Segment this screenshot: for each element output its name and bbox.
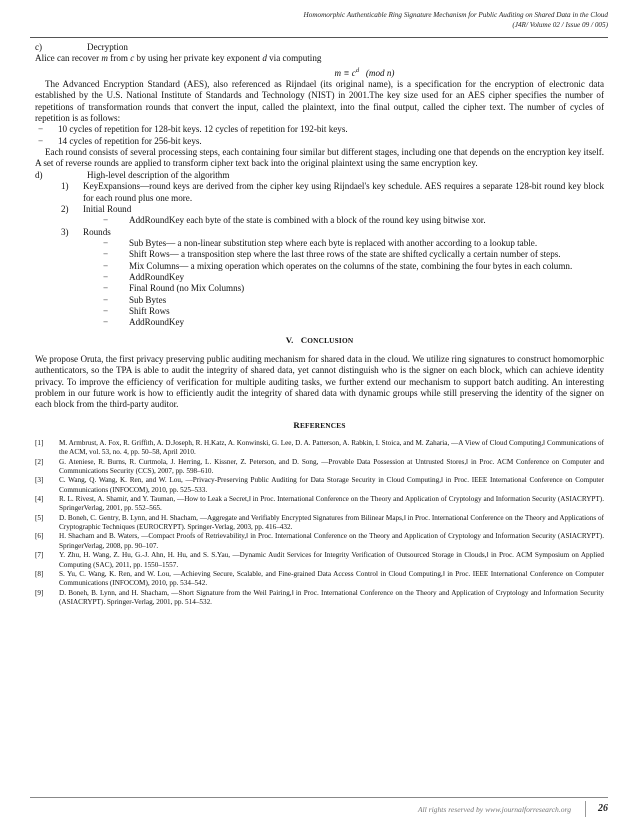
section-letter: d) (35, 169, 43, 180)
list-item: − Mix Columns— a mixing operation which operates on the columns of the state, combining the four bytes in each column. (103, 260, 573, 271)
intro-text: by using her private key exponent (134, 53, 263, 64)
running-header (30, 10, 608, 30)
reference-item: [4] R. L. Rivest, A. Shamir, and Y. Tauman, ―How to Leak a Secret,‖ in Proc. International Conference on the Theory and Application of Cryptology and Information Security (ASIACRYPT). SpringerVerlag, 2001, pp. 552–565. (35, 495, 604, 513)
decryption-intro (35, 53, 604, 64)
intro-text: via computing (266, 53, 322, 64)
header-rule (30, 37, 608, 38)
reference-item: [9] D. Boneh, B. Lynn, and H. Shacham, ―Short Signature from the Weil Pairing,‖ in Proc. International Conference on the Theory and Application of Cryptology and Information Security (ASIACRYPT). Springer-Verlag, 2001, pp. 514–532. (35, 588, 604, 606)
list-item: − 14 cycles of repetition for 256-bit keys. (38, 135, 202, 146)
section-title: Decryption (87, 42, 128, 52)
list-item: − AddRoundKey (103, 271, 185, 282)
references-heading: REFERENCES (293, 419, 346, 430)
reference-item: [2] G. Ateniese, R. Burns, R. Curtmola, J. Herring, L. Kissner, Z. Peterson, and D. Song, ―Provable Data Possession at Untrusted Stores,‖ in Proc. ACM Conference on Computer and Communications Security (CCS), 2007, pp. 598–610. (35, 457, 604, 476)
list-item: − Sub Bytes— a non-linear substitution step where each byte is replaced with another according to a lookup table. (103, 237, 538, 248)
var-d: d (262, 53, 267, 64)
formula-mod: (mod n) (365, 67, 395, 78)
var-c: c (130, 53, 135, 64)
reference-item: [5] D. Boneh, C. Gentry, B. Lynn, and H. Shacham, ―Aggregate and Verifiably Encrypted Signatures from Bilinear Maps,‖ in Proc. International Conference on the Theory and Applications of Cryptographic Techniques (EUROCRYPT). Springer-Verlag, 2003, pp. 416–432. (35, 513, 604, 532)
page-number: 26 (585, 801, 608, 817)
page-footer (418, 801, 608, 817)
intro-text: Alice can recover (35, 53, 102, 64)
reference-item: [8] S. Yu, C. Wang, K. Ren, and W. Lou, ―Achieving Secure, Scalable, and Fine-grained Data Access Control in Cloud Computing,‖ in Proc. IEEE International Conference on Computer Communications (INFOCOM), 2010, pp. 534–542. (35, 569, 604, 588)
var-m: m (101, 53, 108, 64)
footer-rule (30, 797, 608, 798)
page-body (35, 42, 604, 607)
decryption-formula (35, 65, 604, 79)
header-title: Homomorphic Authenticable Ring Signature Mechanism for Public Auditing on Shared Data in the Cloud (303, 11, 608, 19)
list-item: − AddRoundKey each byte of the state is combined with a block of the round key using bitwise xor. (103, 215, 486, 226)
header-issue: (J4R/ Volume 02 / Issue 09 / 005) (512, 21, 608, 29)
list-item: − AddRoundKey (103, 317, 185, 328)
footer-rights: All rights reserved by www.journalforresearch.org (417, 804, 571, 814)
list-item: 1) KeyExpansions—round keys are derived from the cipher key using Rijndael's key schedule. AES requires a separate 128-bit round key block for each round plus one more. (61, 181, 604, 203)
formula-base: m ≡ c (334, 67, 356, 78)
decryption-heading (35, 42, 604, 53)
list-item: − 10 cycles of repetition for 128-bit keys. 12 cycles of repetition for 192-bit keys. (38, 124, 348, 135)
reference-item: [6] H. Shacham and B. Waters, ―Compact Proofs of Retrievability,‖ in Proc. International Conference on the Theory and Application of Cryptology and Information Security (ASIACRYPT). SpringerVerlag, 2008, pp. 90–107. (35, 532, 604, 550)
list-item: − Shift Rows (103, 305, 170, 316)
reference-item: [1] M. Armbrust, A. Fox, R. Griffith, A. D.Joseph, R. H.Katz, A. Konwinski, G. Lee, D. A. Patterson, A. Rabkin, I. Stoica, and M. Zaharia, ―A View of Cloud Computing,‖ Communications of the ACM, vol. 53, no. 4, pp. 50–58, April 2010. (35, 439, 604, 457)
list-item: 3) Rounds (61, 226, 111, 237)
section-letter: c) (35, 42, 43, 52)
conclusion-paragraph: We propose Oruta, the first privacy preserving public auditing mechanism for shared data in the cloud. We utilize ring signatures to construct homomorphic authenticators, so the TPA is able to audit the integrity of shared data, yet cannot distinguish who is the signer on each block, which can achieve identity privacy. To improve the efficiency of verification for multiple auditing tasks, we further extend our mechanism to support batch auditing. An interesting problem in our future work is how to efficiently audit the integrity of shared data with dynamic groups while still preserving the identity of the signer on each block from the third-party auditor. (35, 353, 604, 410)
reference-list (35, 439, 604, 607)
rounds-paragraph: Each round consists of several processing steps, each containing four similar but different stages, including one that depends on the encryption key itself. A set of reverse rounds are applied to transform cipher text back into the original plaintext using the same encryption key. (35, 147, 604, 169)
algorithm-heading (35, 170, 604, 181)
list-item: − Sub Bytes (103, 294, 167, 305)
formula-exponent: d (355, 66, 360, 74)
list-item: − Shift Rows— a transposition step where the last three rows of the state are shifted cyclically a certain number of steps. (103, 249, 561, 260)
section-title: High-level description of the algorithm (87, 169, 230, 180)
list-item: − Final Round (no Mix Columns) (103, 283, 245, 294)
aes-paragraph: The Advanced Encryption Standard (AES), also referenced as Rijndael (its original name), is a specification for the encryption of electronic data established by the U.S. National Institute of Standards and Technology (NIST) in 2001.The key size used for an AES cipher specifies the number of repetitions of transformation rounds that convert the input, called the plaintext, into the final output, called the cipher text. The number of cycles of repetition is as follows: (35, 79, 604, 124)
conclusion-heading: V. CONCLUSION (285, 334, 354, 345)
reference-item: [7] Y. Zhu, H. Wang, Z. Hu, G.-J. Ahn, H. Hu, and S. S.Yau, ―Dynamic Audit Services for Integrity Verification of Outsourced Storage in Clouds,‖ in Proc. ACM Symposium on Applied Computing (SAC), 2011, pp. 1550–1557. (35, 551, 604, 569)
list-item: 2) Initial Round (61, 203, 132, 214)
intro-text: from (107, 53, 131, 64)
reference-item: [3] C. Wang, Q. Wang, K. Ren, and W. Lou, ―Privacy-Preserving Public Auditing for Data Storage Security in Cloud Computing,‖ in Proc. IEEE International Conference on Computer Communications (INFOCOM), 2010, pp. 525–533. (35, 476, 604, 494)
